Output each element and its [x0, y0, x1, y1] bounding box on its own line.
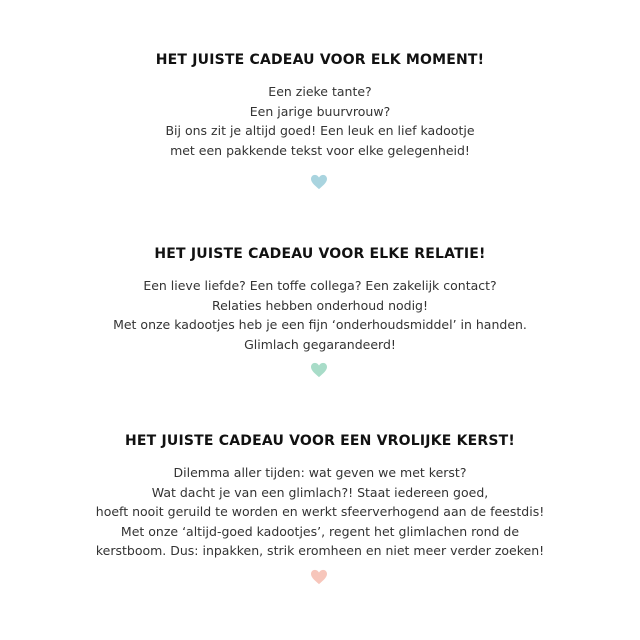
- body-line: Bij ons zit je altijd goed! Een leuk en lief kadootje: [165, 123, 475, 138]
- body-line: kerstboom. Dus: inpakken, strik eromheen en niet meer verder zoeken!: [95, 543, 545, 558]
- section-kerst: [0, 432, 640, 561]
- section-body: [0, 276, 640, 354]
- body-line: Met onze ‘altijd-goed kadootjes’, regent het glimlachen rond de: [120, 523, 520, 539]
- body-line: Wat dacht je van een glimlach?! Staat iedereen goed,: [151, 484, 489, 500]
- body-line: Een jarige buurvrouw?: [249, 103, 391, 119]
- body-line: hoeft nooit geruild te worden en werkt sfeerverhogend aan de feestdis!: [95, 504, 545, 519]
- section-relatie: [0, 245, 640, 354]
- body-line: Met onze kadootjes heb je een fijn ‘onderhoudsmiddel’ in handen.: [113, 317, 527, 332]
- body-line: Een zieke tante?: [268, 84, 372, 99]
- heart-icon: [310, 569, 328, 585]
- body-line: Dilemma aller tijden: wat geven we met kerst?: [173, 465, 467, 480]
- section-heading: HET JUISTE CADEAU VOOR ELK MOMENT!: [155, 52, 485, 68]
- body-line: Glimlach gegarandeerd!: [244, 336, 396, 352]
- heart-icon: [310, 174, 328, 190]
- section-moment: [0, 51, 640, 160]
- section-heading: HET JUISTE CADEAU VOOR ELKE RELATIE!: [154, 246, 486, 262]
- body-line: Relaties hebben onderhoud nodig!: [211, 297, 428, 313]
- body-line: Een lieve liefde? Een toffe collega? Een zakelijk contact?: [143, 278, 497, 293]
- section-body: [0, 82, 640, 160]
- body-line: met een pakkende tekst voor elke gelegenheid!: [170, 142, 470, 158]
- section-body: [0, 463, 640, 561]
- heart-icon: [310, 362, 328, 378]
- section-heading: HET JUISTE CADEAU VOOR EEN VROLIJKE KERST!: [124, 433, 516, 449]
